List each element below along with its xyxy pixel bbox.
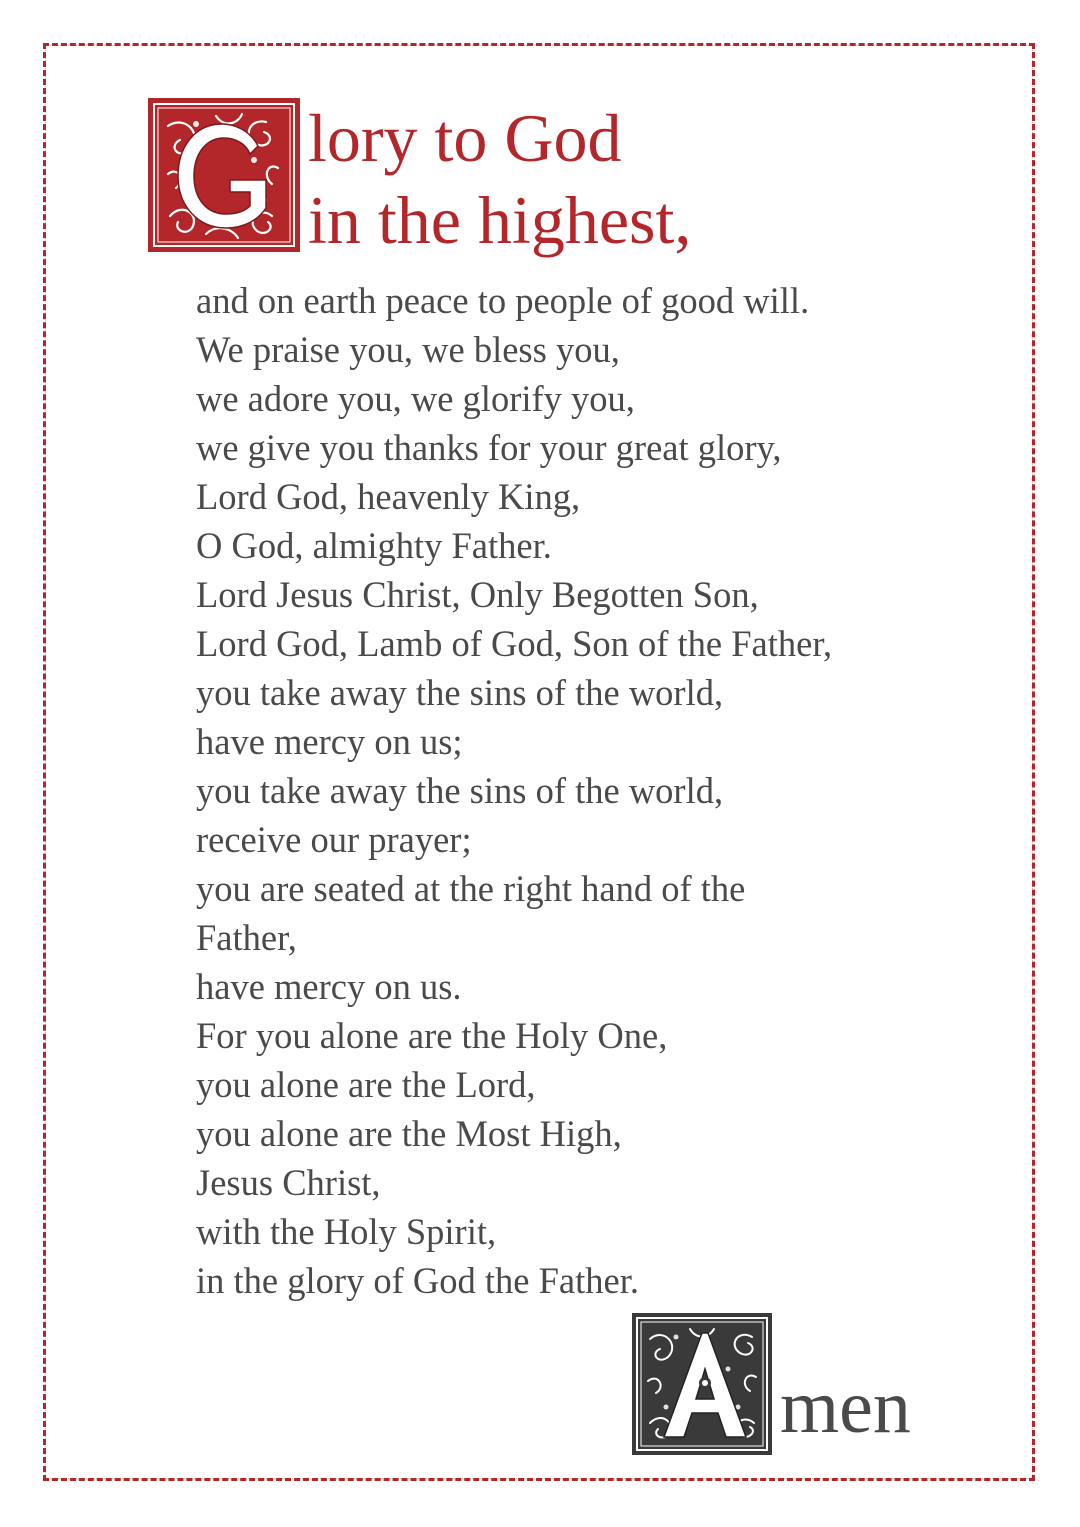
title-line-1: lory to God [308,100,622,176]
verse-line: Father, [196,917,297,958]
verse-line: have mercy on us. [196,966,462,1007]
illuminated-initial-g [146,96,302,254]
verse-line: with the Holy Spirit, [196,1211,497,1252]
verse-line: we adore you, we glorify you, [196,378,635,419]
verse-line: Lord Jesus Christ, Only Begotten Son, [196,574,759,615]
verse-line: you alone are the Most High, [196,1113,622,1154]
verse-line: and on earth peace to people of good will. [196,280,810,321]
verse-line: in the glory of God the Father. [196,1260,639,1301]
verse-line: receive our prayer; [196,819,472,860]
verse-line: For you alone are the Holy One, [196,1015,668,1056]
amen-block [630,1311,960,1461]
verse-line: We praise you, we bless you, [196,329,620,370]
verse-line: Lord God, heavenly King, [196,476,581,517]
amen-word: men [780,1365,911,1449]
prayer-verses [196,276,996,1305]
verse-line: have mercy on us; [196,721,463,762]
verse-line: you are seated at the right hand of the [196,868,746,909]
verse-line: O God, almighty Father. [196,525,552,566]
verse-line: Jesus Christ, [196,1162,381,1203]
verse-line: you take away the sins of the world, [196,770,724,811]
illuminated-initial-a [630,1311,774,1457]
verse-line: you take away the sins of the world, [196,672,724,713]
verse-line: you alone are the Lord, [196,1064,536,1105]
verse-line: we give you thanks for your great glory, [196,427,782,468]
verse-line: Lord God, Lamb of God, Son of the Father, [196,623,833,664]
title-block [146,96,946,260]
title-line-2: in the highest, [308,182,692,258]
